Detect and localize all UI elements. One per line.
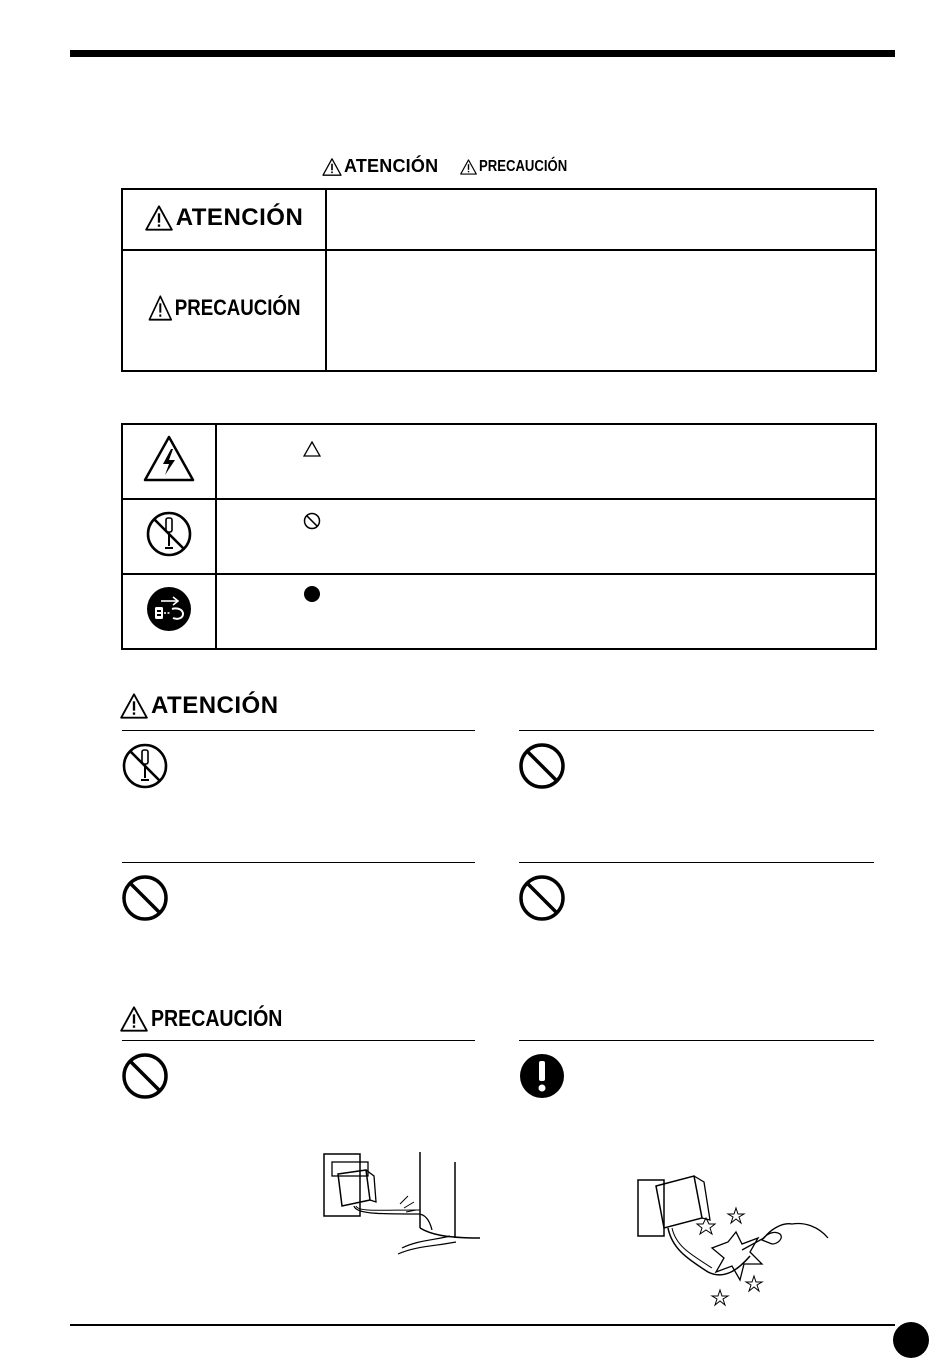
prohibition-icon — [121, 874, 169, 922]
item-divider — [519, 862, 874, 863]
symbol-text-cell — [216, 574, 876, 649]
warning-triangle-icon — [120, 1006, 148, 1032]
footer-rule — [70, 1324, 895, 1326]
caution-section-title: PRECAUCIÓN — [120, 1005, 306, 1032]
warning-triangle-icon — [145, 205, 173, 231]
adapter-cord-pinched-illustration — [318, 1148, 480, 1258]
mandatory-action-icon — [518, 1052, 566, 1100]
legend-warning: ATENCIÓN — [322, 156, 438, 177]
legend-caution: PRECAUCIÓN — [460, 158, 587, 176]
symbols-table — [121, 423, 877, 650]
prohibition-icon — [121, 1052, 169, 1100]
symbol-row — [122, 499, 876, 574]
symbol-icon-cell — [122, 574, 216, 649]
legend-line — [322, 156, 587, 177]
symbol-row — [122, 574, 876, 649]
definition-label-cell — [122, 189, 326, 250]
definition-text-cell — [326, 189, 876, 250]
prohibition-icon — [518, 874, 566, 922]
definition-label: ATENCIÓN — [175, 203, 304, 231]
definition-label-cell — [122, 250, 326, 371]
warning-triangle-icon — [148, 295, 172, 321]
item-divider — [122, 730, 475, 731]
adapter-cord-pulled-illustration — [632, 1172, 832, 1312]
prohibition-icon — [518, 742, 566, 790]
warning-triangle-icon — [120, 693, 148, 719]
electric-shock-icon — [142, 434, 196, 484]
warning-section-title: ATENCIÓN — [120, 692, 279, 720]
item-divider — [122, 862, 475, 863]
no-disassemble-icon — [145, 510, 193, 558]
definition-label: PRECAUCIÓN — [174, 295, 301, 320]
item-divider — [122, 1040, 475, 1041]
triangle-mark-icon — [303, 441, 321, 457]
symbol-row — [122, 424, 876, 499]
symbol-icon-cell — [122, 424, 216, 499]
definitions-table — [121, 188, 877, 372]
definition-row-warning — [122, 189, 876, 250]
prohibition-mark-icon — [303, 512, 321, 530]
definition-text-cell — [326, 250, 876, 371]
unplug-icon — [145, 585, 193, 633]
definition-row-caution — [122, 250, 876, 371]
solid-circle-mark-icon — [303, 585, 321, 603]
page-number-badge — [893, 1322, 929, 1358]
symbol-text-cell — [216, 499, 876, 574]
no-disassemble-icon — [121, 742, 169, 790]
item-divider — [519, 1040, 874, 1041]
item-divider — [519, 730, 874, 731]
symbol-icon-cell — [122, 499, 216, 574]
symbol-text-cell — [216, 424, 876, 499]
warning-triangle-icon — [322, 158, 342, 176]
warning-triangle-icon — [460, 159, 477, 175]
header-rule — [70, 50, 895, 57]
